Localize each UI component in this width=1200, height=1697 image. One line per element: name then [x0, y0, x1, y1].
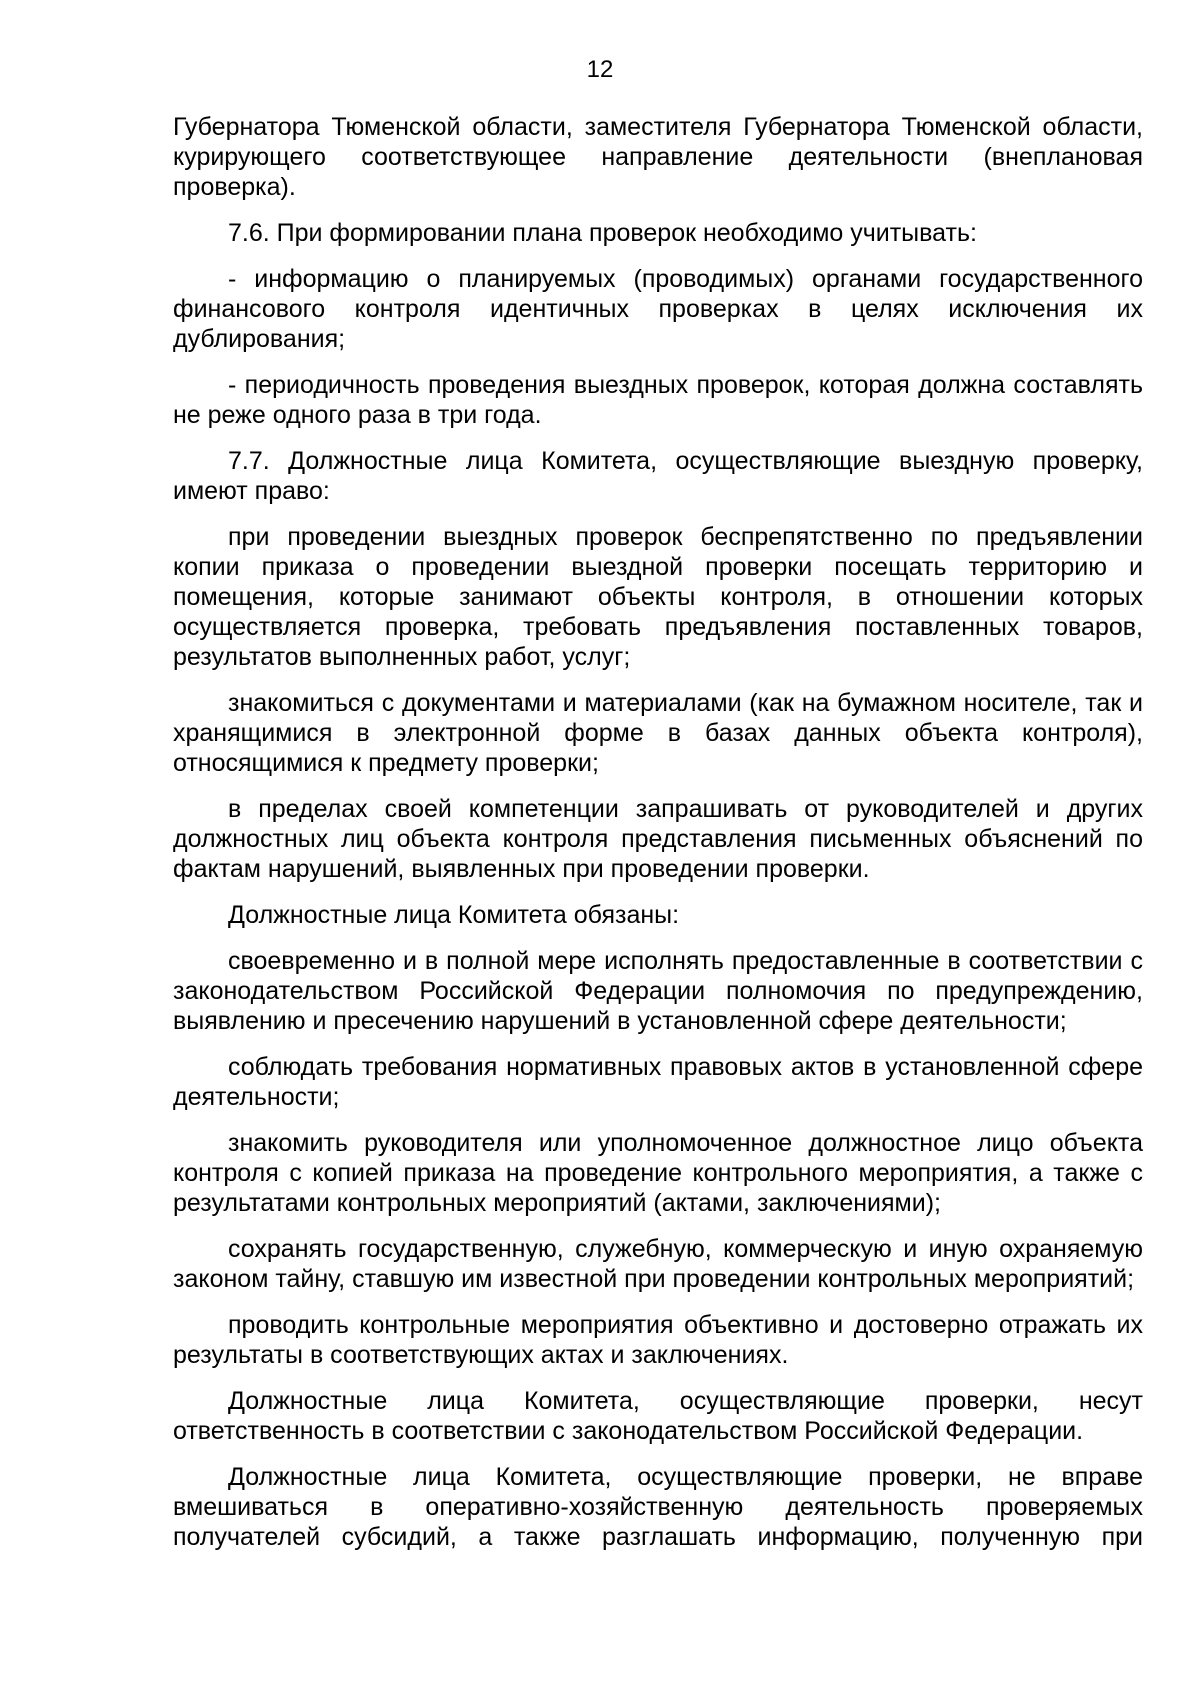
paragraph-duties-heading: Должностные лица Комитета обязаны: — [228, 901, 680, 929]
paragraph-list-item: - информацию о планируемых (проводимых) органами государственного финансового контроля идентичных проверках в целях исключения их дублирования; — [173, 265, 1143, 353]
paragraph-right-item: при проведении выездных проверок беспрепятственно по предъявлении копии приказа о проведении выездной проверки посещать территорию и помещения, которые занимают объекты контроля, в отношении которых осуществляется проверка, требовать предъявления поставленных товаров, результатов выполненных работ, услуг; — [173, 523, 1143, 671]
paragraph-restriction: Должностные лица Комитета, осуществляющие проверки, не вправе вмешиваться в оперативно-хозяйственную деятельность проверяемых получателей субсидий, а также разглашать информацию, полученную при — [173, 1463, 1143, 1551]
paragraph-right-item: в пределах своей компетенции запрашивать от руководителей и других должностных лиц объекта контроля представления письменных объяснений по фактам нарушений, выявленных при проведении проверки. — [173, 795, 1143, 883]
paragraph-duty-item: соблюдать требования нормативных правовых актов в установленной сфере деятельности; — [173, 1053, 1143, 1111]
paragraph-list-item: - периодичность проведения выездных проверок, которая должна составлять не реже одного раза в три года. — [173, 371, 1143, 429]
paragraph-duty-item: сохранять государственную, служебную, коммерческую и иную охраняемую законом тайну, ставшую им известной при проведении контрольных мероприятий; — [173, 1235, 1143, 1293]
page-number: 12 — [586, 56, 614, 83]
paragraph-continuation: Губернатора Тюменской области, заместителя Губернатора Тюменской области, курирующего соответствующее направление деятельности (внеплановая проверка). — [173, 113, 1143, 201]
paragraph-duty-item: проводить контрольные мероприятия объективно и достоверно отражать их результаты в соответствующих актах и заключениях. — [173, 1311, 1143, 1369]
paragraph-responsibility: Должностные лица Комитета, осуществляющие проверки, несут ответственность в соответствии с законодательством Российской Федерации. — [173, 1387, 1143, 1445]
paragraph-duty-item: своевременно и в полной мере исполнять предоставленные в соответствии с законодательством Российской Федерации полномочия по предупреждению, выявлению и пресечению нарушений в установленной сфере деятельности; — [173, 947, 1143, 1035]
paragraph-duty-item: знакомить руководителя или уполномоченное должностное лицо объекта контроля с копией приказа на проведение контрольного мероприятия, а также с результатами контрольных мероприятий (актами, заключениями); — [173, 1129, 1143, 1217]
paragraph-7-7: 7.7. Должностные лица Комитета, осуществляющие выездную проверку, имеют право: — [173, 447, 1143, 505]
document-body — [173, 112, 1143, 1552]
paragraph-7-6: 7.6. При формировании плана проверок необходимо учитывать: — [228, 219, 977, 247]
paragraph-right-item: знакомиться с документами и материалами (как на бумажном носителе, так и хранящимися в электронной форме в базах данных объекта контроля), относящимися к предмету проверки; — [173, 689, 1143, 777]
